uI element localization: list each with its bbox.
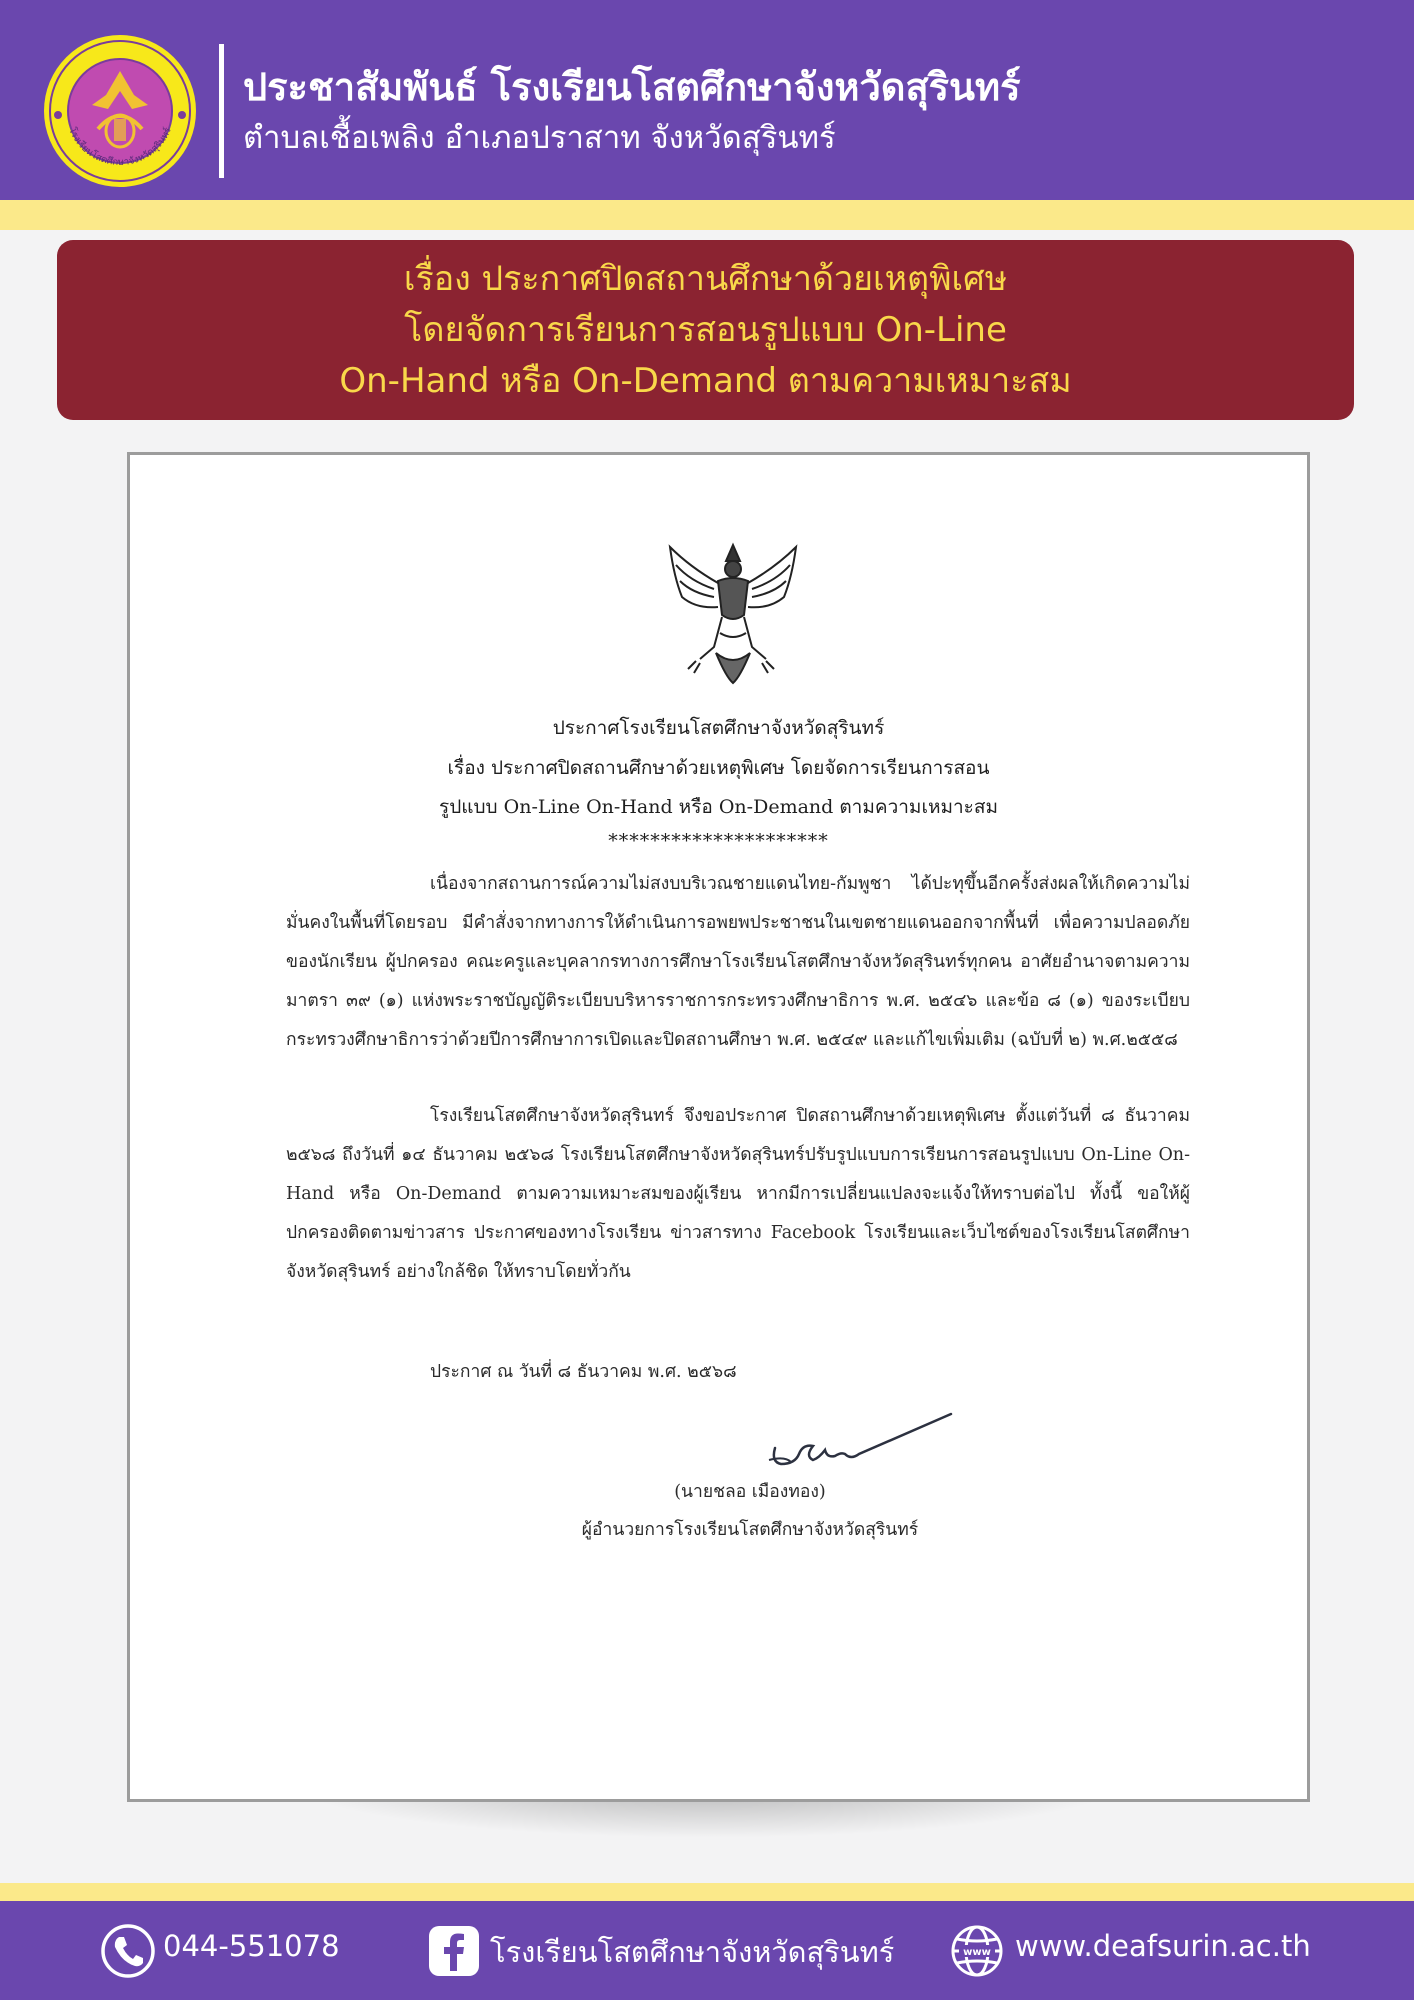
document-subject: เรื่อง ประกาศปิดสถานศึกษาด้วยเหตุพิเศษ โดยจัดการเรียนการสอน — [447, 757, 990, 779]
document-paragraph: โรงเรียนโสตศึกษาจังหวัดสุรินทร์ จึงขอประกาศ ปิดสถานศึกษาด้วยเหตุพิเศษ ตั้งแต่วันที่ ๘ ธันวาคม ๒๕๖๘ ถึงวันที่ ๑๔ ธันวาคม ๒๕๖๘ โรงเรียนโสตศึกษาจังหวัดสุรินทร์ปรับรูปแบบการเรียนการสอนรูปแบบ On-Line On-Hand หรือ On-Demand ตามความเหมาะสมของผู้เรียน หากมีการเปลี่ยนแปลงจะแจ้งให้ทราบต่อไป ทั้งนี้ ขอให้ผู้ปกครองติดตามข่าวสาร ประกาศของทางโรงเรียน ข่าวสารทาง Facebook โรงเรียนและเว็บไซต์ของโรงเรียนโสตศึกษาจังหวัดสุรินทร์ อย่างใกล้ชิด ให้ทราบโดยทั่วกัน — [286, 1106, 1190, 1282]
document-subject-cont: รูปแบบ On-Line On-Hand หรือ On-Demand ตามความเหมาะสม — [438, 796, 998, 818]
banner-line: เรื่อง ประกาศปิดสถานศึกษาด้วยเหตุพิเศษ — [403, 258, 1008, 299]
footer-facebook[interactable]: โรงเรียนโสตศึกษาจังหวัดสุรินทร์ — [490, 1935, 895, 1969]
header-divider — [219, 44, 224, 178]
announcement-date: ประกาศ ณ วันที่ ๘ ธันวาคม พ.ศ. ๒๕๖๘ — [430, 1362, 737, 1382]
asterisk-divider: ********************* — [608, 830, 829, 852]
logo-text: โรงเรียนโสตศึกษาจังหวัดสุรินทร์ — [66, 126, 174, 169]
header-bar — [0, 0, 1414, 200]
announcement-document — [127, 452, 1310, 1802]
footer-stripe — [0, 1883, 1414, 1901]
document-heading: ประกาศโรงเรียนโสตศึกษาจังหวัดสุรินทร์ — [552, 717, 885, 739]
phone-icon — [100, 1923, 156, 1979]
header-stripe — [0, 200, 1414, 230]
facebook-icon — [426, 1923, 482, 1979]
header-title: ประชาสัมพันธ์ โรงเรียนโสตศึกษาจังหวัดสุรินทร์ — [243, 65, 1021, 109]
document-paragraph: เนื่องจากสถานการณ์ความไม่สงบบริเวณชายแดนไทย-กัมพูชา ได้ปะทุขึ้นอีกครั้งส่งผลให้เกิดความไม่มั่นคงในพื้นที่โดยรอบ มีคำสั่งจากทางการให้ดำเนินการอพยพประชาชนในเขตชายแดนออกจากพื้นที่ เพื่อความปลอดภัยของนักเรียน ผู้ปกครอง คณะครูและบุคลากรทางการศึกษาโรงเรียนโสตศึกษาจังหวัดสุรินทร์ทุกคน อาศัยอำนาจตามความมาตรา ๓๙ (๑) แห่งพระราชบัญญัติระเบียบบริหารราชการกระทรวงศึกษาธิการ พ.ศ. ๒๕๔๖ และข้อ ๘ (๑) ของระเบียบกระทรวงศึกษาธิการว่าด้วยปีการศึกษาการเปิดและปิดสถานศึกษา พ.ศ. ๒๕๔๙ และแก้ไขเพิ่มเติม (ฉบับที่ ๒) พ.ศ.๒๕๕๘ — [286, 874, 1190, 1050]
signature — [755, 1410, 955, 1480]
signer-name: (นายชลอ เมืองทอง) — [674, 1482, 826, 1502]
footer-bar — [0, 1901, 1414, 2000]
banner-line: On-Hand หรือ On-Demand ตามความเหมาะสม — [339, 360, 1072, 401]
banner-line: โดยจัดการเรียนการสอนรูปแบบ On-Line — [404, 309, 1007, 350]
footer-phone[interactable]: 044-551078 — [163, 1929, 340, 1963]
footer-website[interactable]: www.deafsurin.ac.th — [1015, 1929, 1311, 1963]
school-logo — [42, 33, 198, 189]
header-subtitle: ตำบลเชื้อเพลิง อำเภอปราสาท จังหวัดสุรินทร์ — [243, 120, 836, 156]
svg-text:www: www — [963, 1947, 991, 1958]
title-banner — [57, 240, 1354, 420]
signer-title: ผู้อำนวยการโรงเรียนโสตศึกษาจังหวัดสุรินทร์ — [581, 1520, 919, 1540]
garuda-emblem-icon — [660, 537, 806, 687]
globe-icon — [949, 1923, 1005, 1979]
